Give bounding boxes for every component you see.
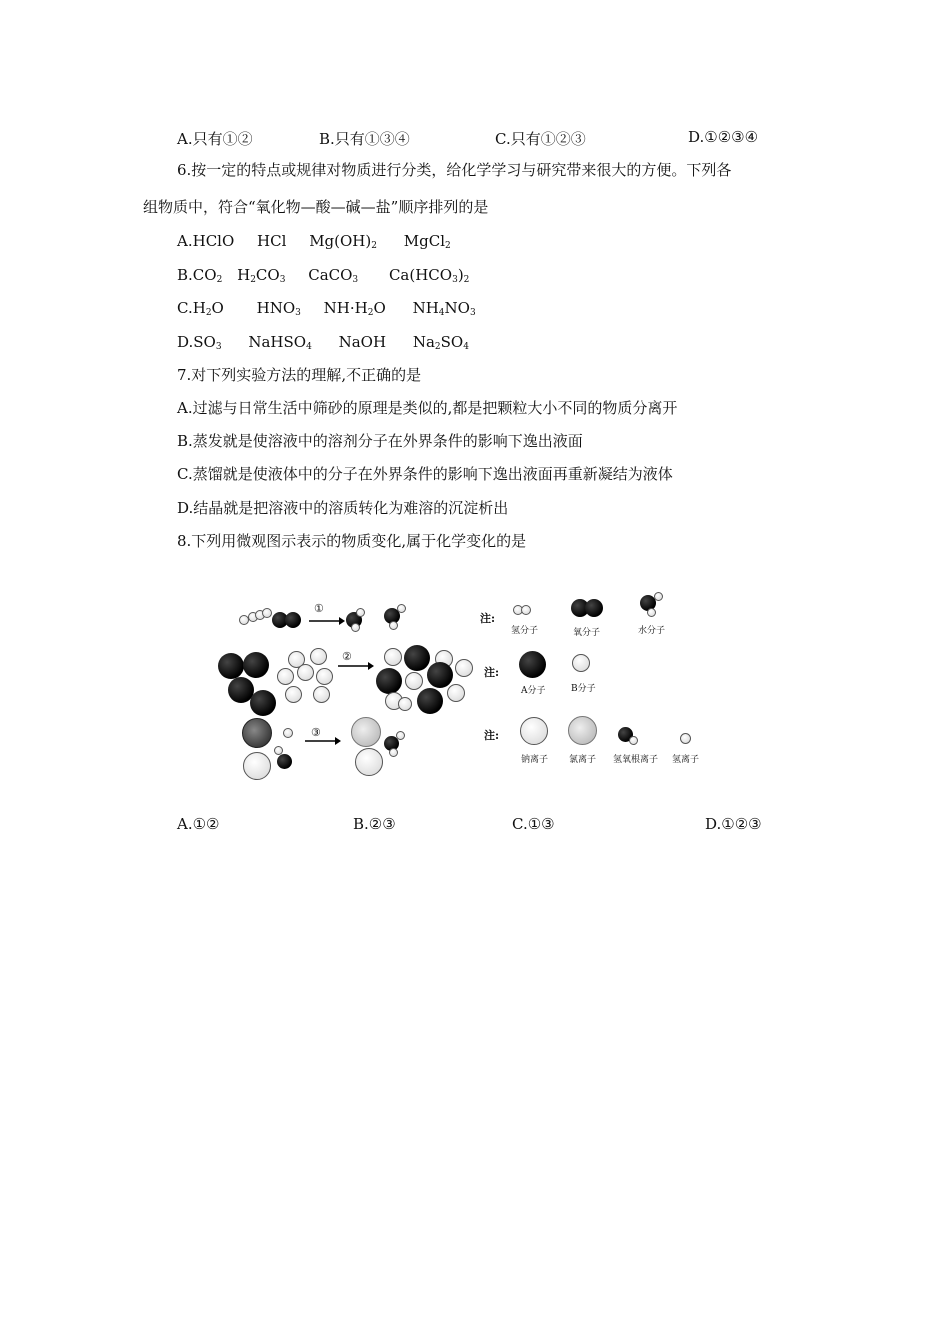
q7-stem: 7.对下列实验方法的理解,不正确的是: [177, 366, 422, 384]
hydrogen-ion-icon: [680, 733, 691, 744]
b-molecule: [288, 651, 305, 668]
q5-option-a: A.只有①②: [177, 130, 253, 148]
a-molecule: [427, 662, 453, 688]
water-hydrogen-atom: [389, 748, 398, 757]
legend-note-2: 注:: [484, 666, 500, 679]
reaction-label-2: ②: [342, 650, 352, 663]
b-molecule: [398, 697, 412, 711]
hydrogen-atom: [262, 608, 272, 618]
hydroxide-ion-icon: [629, 736, 638, 745]
legend-hydrogen: 氢分子: [511, 626, 539, 636]
reaction-label-3: ③: [311, 726, 321, 739]
sodium-ion-icon: [520, 717, 548, 745]
b-molecule: [316, 668, 333, 685]
q5-option-b: B.只有①③④: [319, 130, 410, 148]
q5-option-d: D.①②③④: [688, 128, 759, 146]
water-molecule-icon: [647, 608, 656, 617]
hydroxide-ion-icon: [618, 727, 633, 742]
b-molecule: [384, 648, 402, 666]
b-molecule: [297, 664, 314, 681]
b-molecule: [277, 668, 294, 685]
water-hydrogen-atom: [351, 623, 360, 632]
q5-option-c: C.只有①②③: [495, 130, 586, 148]
oxygen-atom: [285, 612, 301, 628]
q8-option-d: D.①②③: [705, 815, 762, 833]
b-molecule: [285, 686, 302, 703]
sodium-ion: [243, 752, 271, 780]
a-molecule: [243, 652, 269, 678]
reaction-arrow-3: [305, 734, 341, 748]
water-hydrogen-atom: [397, 604, 406, 613]
q6-stem-line2: 组物质中，符合“氧化物—酸—碱—盐”顺序排列的是: [143, 198, 489, 216]
hydrogen-atom: [255, 610, 265, 620]
legend-sodium-ion: 钠离子: [521, 755, 549, 765]
legend-chloride-ion: 氯离子: [569, 755, 597, 765]
oxygen-atom: [272, 612, 288, 628]
oxygen-molecule-icon: [571, 599, 589, 617]
b-molecule: [447, 684, 465, 702]
hydroxide-hydrogen: [274, 746, 283, 755]
b-molecule: [455, 659, 473, 677]
water-oxygen-atom: [384, 736, 399, 751]
sodium-ion: [355, 748, 383, 776]
water-oxygen-atom: [346, 612, 362, 628]
water-oxygen-atom: [384, 608, 400, 624]
reaction-label-1: ①: [314, 602, 324, 615]
hydrogen-molecule-icon: [521, 605, 531, 615]
b-molecule: [405, 672, 423, 690]
legend-hydroxide-ion: 氢氧根离子: [613, 755, 659, 765]
a-molecule: [228, 677, 254, 703]
water-hydrogen-atom: [396, 731, 405, 740]
chloride-ion: [351, 717, 381, 747]
legend-hydrogen-ion: 氢离子: [672, 755, 700, 765]
b-molecule-icon: [572, 654, 590, 672]
q8-stem: 8.下列用微观图示表示的物质变化,属于化学变化的是: [177, 532, 527, 550]
q6-option-a: A.HClO HCl $Mg(OH)_2$ MgCl$_2$: [177, 232, 451, 251]
hydroxide-ion: [277, 754, 292, 769]
q6-option-b: $B.CO_2$ $H_2CO_3$ CaCO$_3$ $Ca(HCO_3)_2$: [177, 266, 470, 285]
a-molecule-icon: [519, 651, 546, 678]
q8-option-b: B.②③: [353, 815, 396, 833]
chloride-ion: [242, 718, 272, 748]
q8-option-c: C.①③: [512, 815, 555, 833]
q7-option-b: B.蒸发就是使溶液中的溶剂分子在外界条件的影响下逸出液面: [177, 432, 583, 450]
water-hydrogen-atom: [389, 621, 398, 630]
legend-note-3: 注:: [484, 729, 500, 742]
a-molecule: [404, 645, 430, 671]
a-molecule: [250, 690, 276, 716]
oxygen-molecule-icon: [585, 599, 603, 617]
legend-water: 水分子: [638, 626, 666, 636]
q6-option-c: $C.H_2O$ $HNO_3$ $NH\cdot H_2O$ $NH_4NO_3$: [177, 299, 476, 318]
chloride-ion-icon: [568, 716, 597, 745]
a-molecule: [218, 653, 244, 679]
q7-option-c: C.蒸馏就是使液体中的分子在外界条件的影响下逸出液面再重新凝结为液体: [177, 465, 673, 483]
q8-option-a: A.①②: [177, 815, 220, 833]
reaction-arrow-2: [338, 659, 374, 673]
b-molecule: [435, 650, 453, 668]
legend-note-1: 注:: [480, 612, 496, 625]
legend-oxygen: 氧分子: [573, 628, 601, 638]
hydrogen-molecule-icon: [513, 605, 523, 615]
b-molecule: [310, 648, 327, 665]
a-molecule: [376, 668, 402, 694]
b-molecule: [385, 692, 403, 710]
b-molecule: [313, 686, 330, 703]
q7-option-a: A.过滤与日常生活中筛砂的原理是类似的,都是把颗粒大小不同的物质分离开: [177, 399, 678, 417]
legend-b-molecule: B分子: [571, 684, 596, 694]
legend-a-molecule: A分子: [521, 686, 546, 696]
reaction-arrow-1: [309, 612, 345, 626]
hydrogen-atom: [239, 615, 249, 625]
water-molecule-icon: [640, 595, 656, 611]
hydrogen-ion: [283, 728, 293, 738]
water-molecule-icon: [654, 592, 663, 601]
hydrogen-atom: [248, 612, 258, 622]
q7-option-d: D.结晶就是把溶液中的溶质转化为难溶的沉淀析出: [177, 499, 509, 517]
water-hydrogen-atom: [356, 608, 365, 617]
a-molecule: [417, 688, 443, 714]
q6-option-d: $D.SO_3$ NaHSO$_4$ NaOH $Na_2SO_4$: [177, 333, 469, 352]
q6-stem-line1: 6.按一定的特点或规律对物质进行分类，给化学学习与研究带来很大的方便。下列各: [177, 161, 732, 179]
